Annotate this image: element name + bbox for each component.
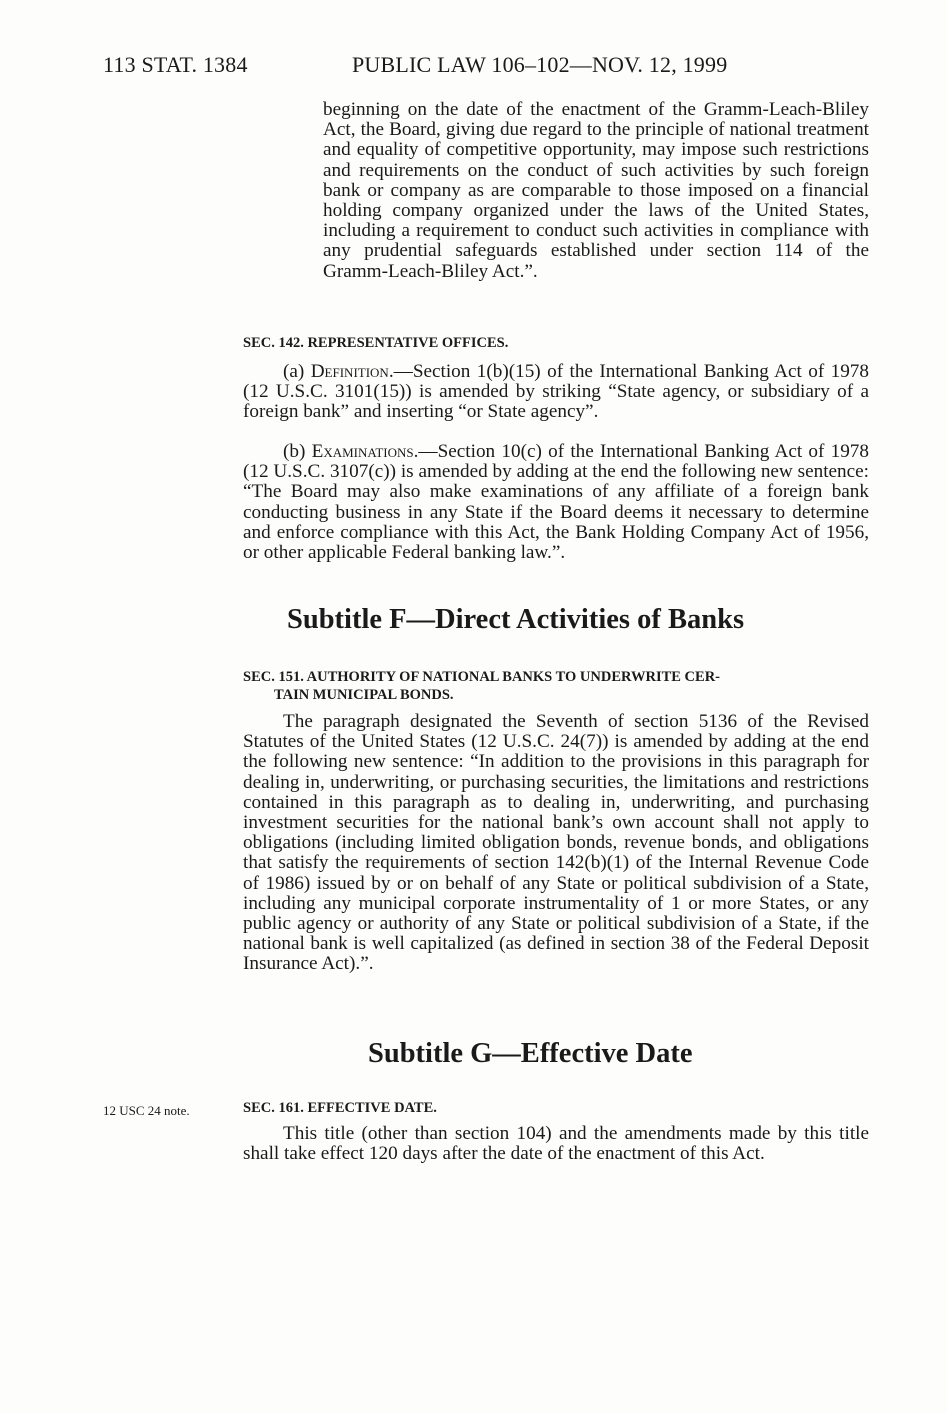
sec-161-heading: SEC. 161. EFFECTIVE DATE. (243, 1100, 437, 1116)
margin-note: 12 USC 24 note. (103, 1103, 190, 1118)
sec-142-b-term: Examinations (311, 441, 414, 462)
subtitle-f-heading: Subtitle F—Direct Activities of Banks (287, 604, 745, 635)
sec-142-a-label: (a) (283, 361, 311, 382)
sec-151-heading-line2: TAIN MUNICIPAL BONDS. (274, 687, 454, 703)
stat-citation: 113 STAT. 1384 (103, 52, 248, 77)
sec-151-heading-line1: SEC. 151. AUTHORITY OF NATIONAL BANKS TO UNDERWRITE CER- (243, 669, 720, 685)
sec-142-a-text: .—Section 1(b)(15) of the International Banking Act of 1978 (12 U.S.C. 3101(15)) is amended by striking “State agency, or subsidiary of a foreign bank” and inserting “or State agency”. (243, 361, 869, 423)
sec-161-paragraph: This title (other than section 104) and the amendments made by this title shall take effect 120 days after the date of the enactment of this Act. (243, 1123, 869, 1165)
sec-151-paragraph: The paragraph designated the Seventh of section 5136 of the Revised Statutes of the United States (12 U.S.C. 24(7)) is amended by adding at the end the following new sentence: “In addition to the provisions in this paragraph for dealing in, underwriting, or purchasing securities, the limitations and restrictions contained in this paragraph as to dealing in, underwriting, and purchasing investment securities for the national bank’s own account shall not apply to obligations (including limited obligation bonds, revenue bonds, and obligations that satisfy the requirements of section 142(b)(1) of the Internal Revenue Code of 1986) issued by or on behalf of any State or political subdivision of a State, including any municipal corporate instrumentality of 1 or more States, or any public agency or authority of any State or political subdivision of a State, if the national bank is well capitalized (as defined in section 38 of the Federal Deposit Insurance Act).”. (243, 711, 869, 975)
continuation-paragraph: beginning on the date of the enactment of the Gramm-Leach-Bliley Act, the Board, giving due regard to the principle of national treatment and equality of competitive opportunity, may impose such restrictions and requirements on the conduct of such activities by such foreign bank or company as are comparable to those imposed on a financial holding company organized under the laws of the United States, including a requirement to conduct such activities in compliance with any prudential safeguards established under section 114 of the Gramm-Leach-Bliley Act.”. (323, 99, 869, 282)
sec-142-a-paragraph (243, 362, 869, 423)
running-header: PUBLIC LAW 106–102—NOV. 12, 1999 (352, 52, 728, 77)
subtitle-g-heading: Subtitle G—Effective Date (368, 1038, 693, 1069)
sec-151-heading (243, 668, 869, 704)
sec-142-a-term: Definition (310, 361, 389, 382)
sec-142-b-text: .—Section 10(c) of the International Banking Act of 1978 (12 U.S.C. 3107(c)) is amended by adding at the end the following new sentence: “The Board may also make examinations of any affiliate of a foreign bank conducting business in any State if the Board deems it necessary to determine and enforce compliance with this Act, the Bank Holding Company Act of 1956, or other applicable Federal banking law.”. (243, 441, 869, 564)
sec-142-b-paragraph (243, 442, 869, 563)
sec-142-b-label: (b) (283, 441, 312, 462)
sec-142-heading: SEC. 142. REPRESENTATIVE OFFICES. (243, 335, 509, 351)
